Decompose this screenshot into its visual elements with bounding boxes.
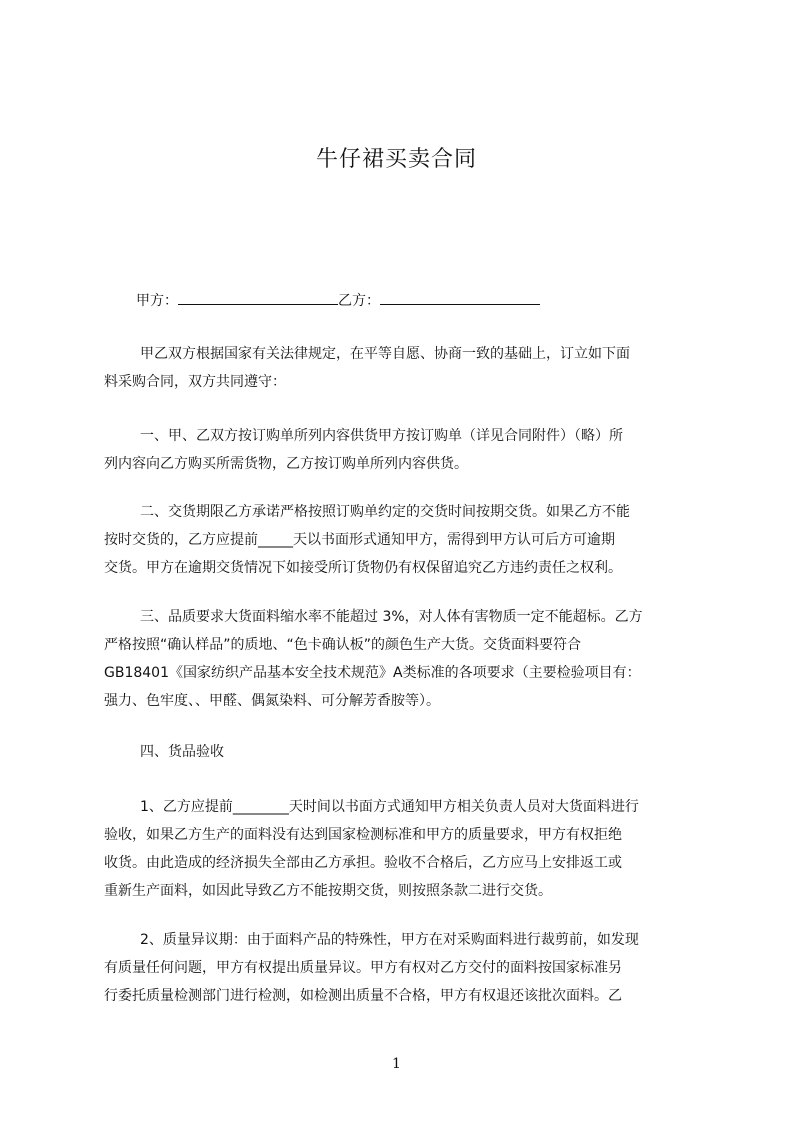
clause-3-line: GB18401《国家纺织产品基本安全技术规范》A类标准的各项要求（主要检验项目有： — [104, 665, 641, 681]
clause-4-2-line: 行委托质量检测部门进行检测，如检测出质量不合格，甲方有权退还该批次面料。乙 — [104, 988, 622, 1004]
clause-4-heading — [104, 738, 702, 766]
clause-1-line: 一、甲、乙双方按订购单所列内容供货甲方按订购单（详见合同附件）（略）所 — [140, 428, 623, 444]
party-a-label: 甲方： — [136, 293, 178, 309]
intro-paragraph — [104, 340, 702, 396]
clause-2-line: 按时交货的，乙方应提前_____天以书面形式通知甲方，需得到甲方认可后方可逾期 — [104, 532, 615, 548]
clause-2-line: 二、交货期限乙方承诺严格按照订购单约定的交货时间按期交货。如果乙方不能 — [140, 504, 630, 520]
clause-1-line: 列内容向乙方购买所需货物，乙方按订购单所列内容供货。 — [104, 456, 468, 472]
clause-4-2-line: 有质量任何问题，甲方有权提出质量异议。甲方有权对乙方交付的面料按国家标准另 — [104, 960, 622, 976]
clause-4-heading-text: 四、货品验收 — [140, 744, 224, 760]
party-a-blank — [178, 290, 338, 305]
party-b-label: 乙方： — [338, 293, 380, 309]
page-number: 1 — [392, 1056, 401, 1072]
intro-line: 料采购合同，双方共同遵守： — [104, 374, 286, 390]
clause-4-2-line: 2、质量异议期：由于面料产品的特殊性，甲方在对采购面料进行裁剪前，如发现 — [140, 932, 639, 948]
clause-4-1 — [104, 793, 702, 905]
clause-4-1-line: 重新生产面料，如因此导致乙方不能按期交货，则按照条款二进行交货。 — [104, 883, 552, 899]
clause-4-2 — [104, 926, 702, 1010]
clause-3-line: 三、品质要求大货面料缩水率不能超过 3%，对人体有害物质一定不能超标。乙方 — [140, 609, 643, 625]
clause-3-line: 严格按照“确认样品”的质地、“色卡确认板”的颜色生产大货。交货面料要符合 — [104, 637, 582, 653]
clause-2-line: 交货。甲方在逾期交货情况下如接受所订货物仍有权保留追究乙方违约责任之权利。 — [104, 560, 622, 576]
clause-2 — [104, 498, 702, 582]
clause-4-1-line: 1、乙方应提前________天时间以书面方式通知甲方相关负责人员对大货面料进行 — [140, 799, 639, 815]
parties-line — [136, 290, 736, 312]
page-title: 牛仔裙买卖合同 — [315, 147, 477, 172]
clause-4-1-line: 验收，如果乙方生产的面料没有达到国家检测标准和甲方的质量要求，甲方有权拒绝 — [104, 827, 622, 843]
intro-line: 甲乙双方根据国家有关法律规定，在平等自愿、协商一致的基础上，订立如下面 — [140, 346, 630, 362]
clause-3 — [104, 603, 702, 715]
clause-1 — [104, 422, 702, 478]
clause-4-1-line: 收货。由此造成的经济损失全部由乙方承担。验收不合格后，乙方应马上安排返工或 — [104, 855, 622, 871]
clause-3-line: 强力、色牢度、、甲醛、偶氮染料、可分解芳香胺等）。 — [104, 693, 440, 709]
party-b-blank — [380, 290, 540, 305]
